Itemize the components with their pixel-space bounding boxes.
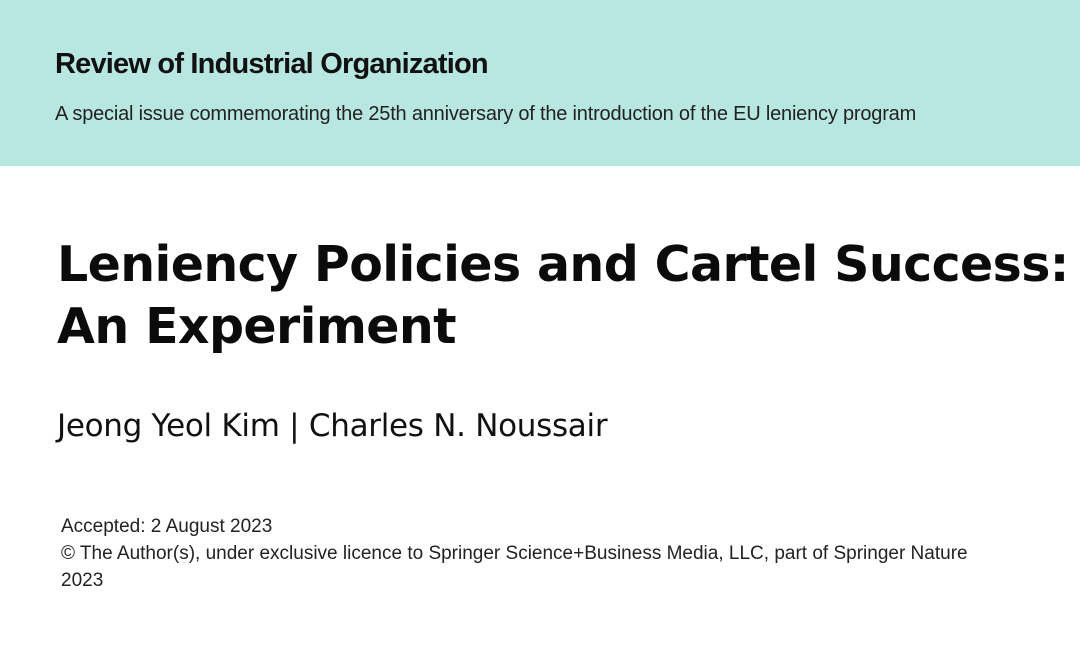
journal-banner	[0, 0, 1080, 166]
copyright-year: 2023	[61, 570, 104, 591]
article-title-line-2: An Experiment	[57, 298, 457, 355]
author-list: Jeong Yeol Kim | Charles N. Noussair	[57, 408, 608, 444]
journal-title: Review of Industrial Organization	[55, 48, 488, 80]
article-metadata	[61, 513, 1021, 594]
special-issue-subtitle: A special issue commemorating the 25th anniversary of the introduction of the EU leniency program	[55, 103, 917, 125]
article-title-line-1: Leniency Policies and Cartel Success:	[57, 236, 1069, 293]
article-title	[57, 234, 1069, 358]
copyright-notice: © The Author(s), under exclusive licence to Springer Science+Business Media, LLC, part of Springer Nature	[61, 543, 968, 564]
accepted-date: Accepted: 2 August 2023	[61, 516, 273, 537]
